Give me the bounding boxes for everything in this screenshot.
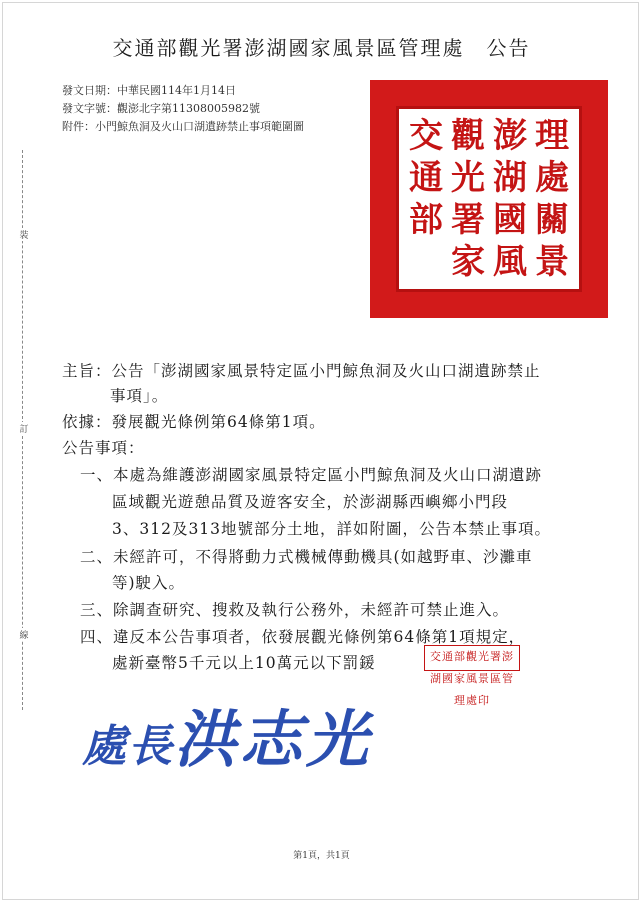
issue-date: 發文日期：中華民國114年1月14日	[62, 84, 236, 97]
basis-line: 依據：發展觀光條例第64條第1項。	[62, 413, 326, 431]
attachment-note: 附件：小門鯨魚洞及火山口湖遺跡禁止事項範圍圖	[62, 120, 304, 133]
seal-character: 署	[451, 200, 485, 240]
seal-character: 國	[493, 200, 527, 240]
signature-title: 處長	[82, 721, 174, 772]
item-4-line-1: 四、違反本公告事項者，依發展觀光條例第64條第1項規定，	[80, 628, 526, 646]
seal-character: 家	[451, 242, 485, 282]
seal-character: 交	[409, 116, 443, 156]
signature-name: 洪志光	[174, 703, 373, 776]
document-title: 交通部觀光署澎湖國家風景區管理處 公告	[112, 36, 531, 60]
seal-character: 關	[535, 200, 569, 240]
item-4-line-2: 處新臺幣5千元以上10萬元以下罰鍰	[112, 654, 376, 672]
page-number-footer: 第1頁，共1頁	[293, 851, 350, 861]
binding-mark-xian: 線	[16, 628, 32, 641]
item-3-line-1: 三、除調查研究、搜救及執行公務外，未經許可禁止進入。	[80, 601, 510, 619]
item-1-line-3: 3、312及313地號部分土地，詳如附圖，公告本禁止事項。	[112, 520, 552, 538]
director-signature	[82, 690, 372, 779]
binding-mark-ding: 訂	[16, 422, 32, 435]
seal-character: 澎	[493, 116, 527, 156]
small-seal-text: 交通部觀光署澎湖國家風景區管理處印	[430, 650, 514, 707]
seal-character: 通	[409, 158, 443, 198]
item-1-line-1: 一、本處為維護澎湖國家風景特定區小門鯨魚洞及火山口湖遺跡	[80, 466, 543, 484]
official-seal	[370, 80, 608, 318]
small-seal-stamp	[424, 645, 520, 707]
seal-character	[405, 241, 447, 283]
seal-character: 理	[535, 116, 569, 156]
seal-character: 部	[409, 200, 443, 240]
official-seal-inner	[396, 106, 582, 292]
document-number: 發文字號：觀澎北字第11308005982號	[62, 102, 260, 115]
subject-line-1: 主旨：公告「澎湖國家風景特定區小門鯨魚洞及火山口湖遺跡禁止	[62, 362, 541, 380]
seal-character: 觀	[451, 116, 485, 156]
seal-character: 景	[535, 242, 569, 282]
seal-character: 處	[535, 158, 569, 198]
seal-character: 光	[451, 158, 485, 198]
binding-mark-zhuang: 裝	[16, 228, 32, 241]
official-seal-characters	[405, 115, 573, 283]
item-2-line-2: 等)駛入。	[112, 574, 186, 592]
binding-line	[14, 150, 32, 710]
items-heading: 公告事項：	[62, 439, 145, 457]
item-2-line-1: 二、未經許可，不得將動力式機械傳動機具(如越野車、沙灘車	[80, 548, 533, 566]
subject-line-2: 事項」。	[110, 387, 169, 405]
seal-character: 湖	[493, 158, 527, 198]
seal-character: 風	[493, 242, 527, 282]
item-1-line-2: 區域觀光遊憩品質及遊客安全，於澎湖縣西嶼鄉小門段	[112, 493, 509, 511]
